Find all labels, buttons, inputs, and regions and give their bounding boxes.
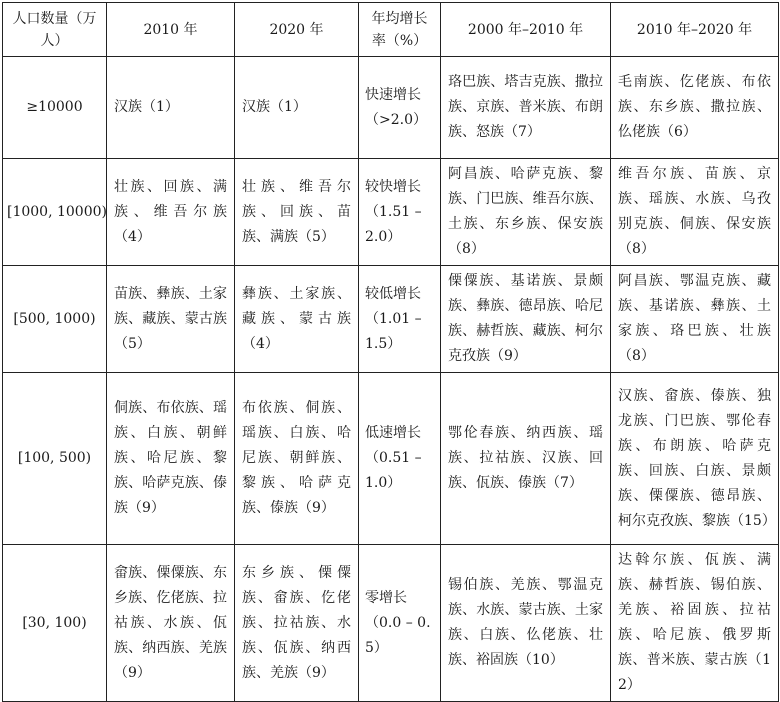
groups-2020: 彝族、土家族、藏族、蒙古族（4） (235, 266, 359, 373)
groups-2010-2020: 达斡尔族、佤族、满族、赫哲族、锡伯族、羌族、裕固族、拉祜族、哈尼族、俄罗斯族、普米族、蒙古族（12） (611, 545, 779, 702)
groups-2010: 壮族、回族、满族、维吾尔族（4） (107, 159, 235, 266)
groups-2010-2020: 毛南族、仡佬族、布依族、东乡族、撒拉族、仫佬族（6） (611, 57, 779, 159)
groups-2000-2010: 珞巴族、塔吉克族、撒拉族、京族、普米族、布朗族、怒族（7） (441, 57, 611, 159)
population-range: [1000, 10000) (3, 159, 107, 266)
population-range: [500, 1000) (3, 266, 107, 373)
population-range: ≥10000 (3, 57, 107, 159)
groups-2000-2010: 鄂伦春族、纳西族、瑶族、拉祜族、汉族、回族、佤族、傣族（7） (441, 373, 611, 545)
population-range: [100, 500) (3, 373, 107, 545)
groups-2000-2010: 傈僳族、基诺族、景颇族、彝族、德昂族、哈尼族、赫哲族、藏族、柯尔克孜族（9） (441, 266, 611, 373)
growth-category: 较低增长（1.01 – 1.5） (359, 266, 441, 373)
groups-2000-2010: 锡伯族、羌族、鄂温克族、水族、蒙古族、土家族、白族、仫佬族、壮族、裕固族（10） (441, 545, 611, 702)
table-row (3, 57, 779, 159)
groups-2020: 壮族、维吾尔族、回族、苗族、满族（5） (235, 159, 359, 266)
groups-2010: 汉族（1） (107, 57, 235, 159)
groups-2020: 布依族、侗族、瑶族、白族、哈尼族、朝鲜族、黎族、哈萨克族、傣族（9） (235, 373, 359, 545)
groups-2010-2020: 汉族、畲族、傣族、独龙族、门巴族、鄂伦春族、布朗族、哈萨克族、回族、白族、景颇族、傈僳族、德昂族、柯尔克孜族、黎族（15） (611, 373, 779, 545)
ethnic-population-table (2, 2, 779, 702)
table-row (3, 266, 779, 373)
groups-2010: 畲族、傈僳族、东乡族、仡佬族、拉祜族、水族、佤族、纳西族、羌族（9） (107, 545, 235, 702)
groups-2010-2020: 维吾尔族、苗族、京族、瑶族、水族、乌孜别克族、侗族、保安族（8） (611, 159, 779, 266)
groups-2020: 汉族（1） (235, 57, 359, 159)
groups-2010: 侗族、布依族、瑶族、白族、朝鲜族、哈尼族、黎族、哈萨克族、傣族（9） (107, 373, 235, 545)
header-2010: 2010 年 (107, 3, 235, 57)
header-row (3, 3, 779, 57)
header-2000-2010: 2000 年–2010 年 (441, 3, 611, 57)
header-population: 人口数量（万人） (3, 3, 107, 57)
table-row (3, 159, 779, 266)
growth-category: 快速增长（>2.0） (359, 57, 441, 159)
groups-2020: 东乡族、傈僳族、畲族、仡佬族、拉祜族、水族、佤族、纳西族、羌族（9） (235, 545, 359, 702)
growth-category: 零增长（0.0 – 0.5） (359, 545, 441, 702)
header-2010-2020: 2010 年–2020 年 (611, 3, 779, 57)
table-row (3, 545, 779, 702)
population-range: [30, 100) (3, 545, 107, 702)
groups-2010: 苗族、彝族、土家族、藏族、蒙古族（5） (107, 266, 235, 373)
growth-category: 较快增长（1.51 – 2.0） (359, 159, 441, 266)
groups-2010-2020: 阿昌族、鄂温克族、藏族、基诺族、彝族、土家族、珞巴族、壮族（8） (611, 266, 779, 373)
header-2020: 2020 年 (235, 3, 359, 57)
header-growth-rate: 年均增长率（%） (359, 3, 441, 57)
groups-2000-2010: 阿昌族、哈萨克族、黎族、门巴族、维吾尔族、土族、东乡族、保安族（8） (441, 159, 611, 266)
table-row (3, 373, 779, 545)
growth-category: 低速增长（0.51 – 1.0） (359, 373, 441, 545)
